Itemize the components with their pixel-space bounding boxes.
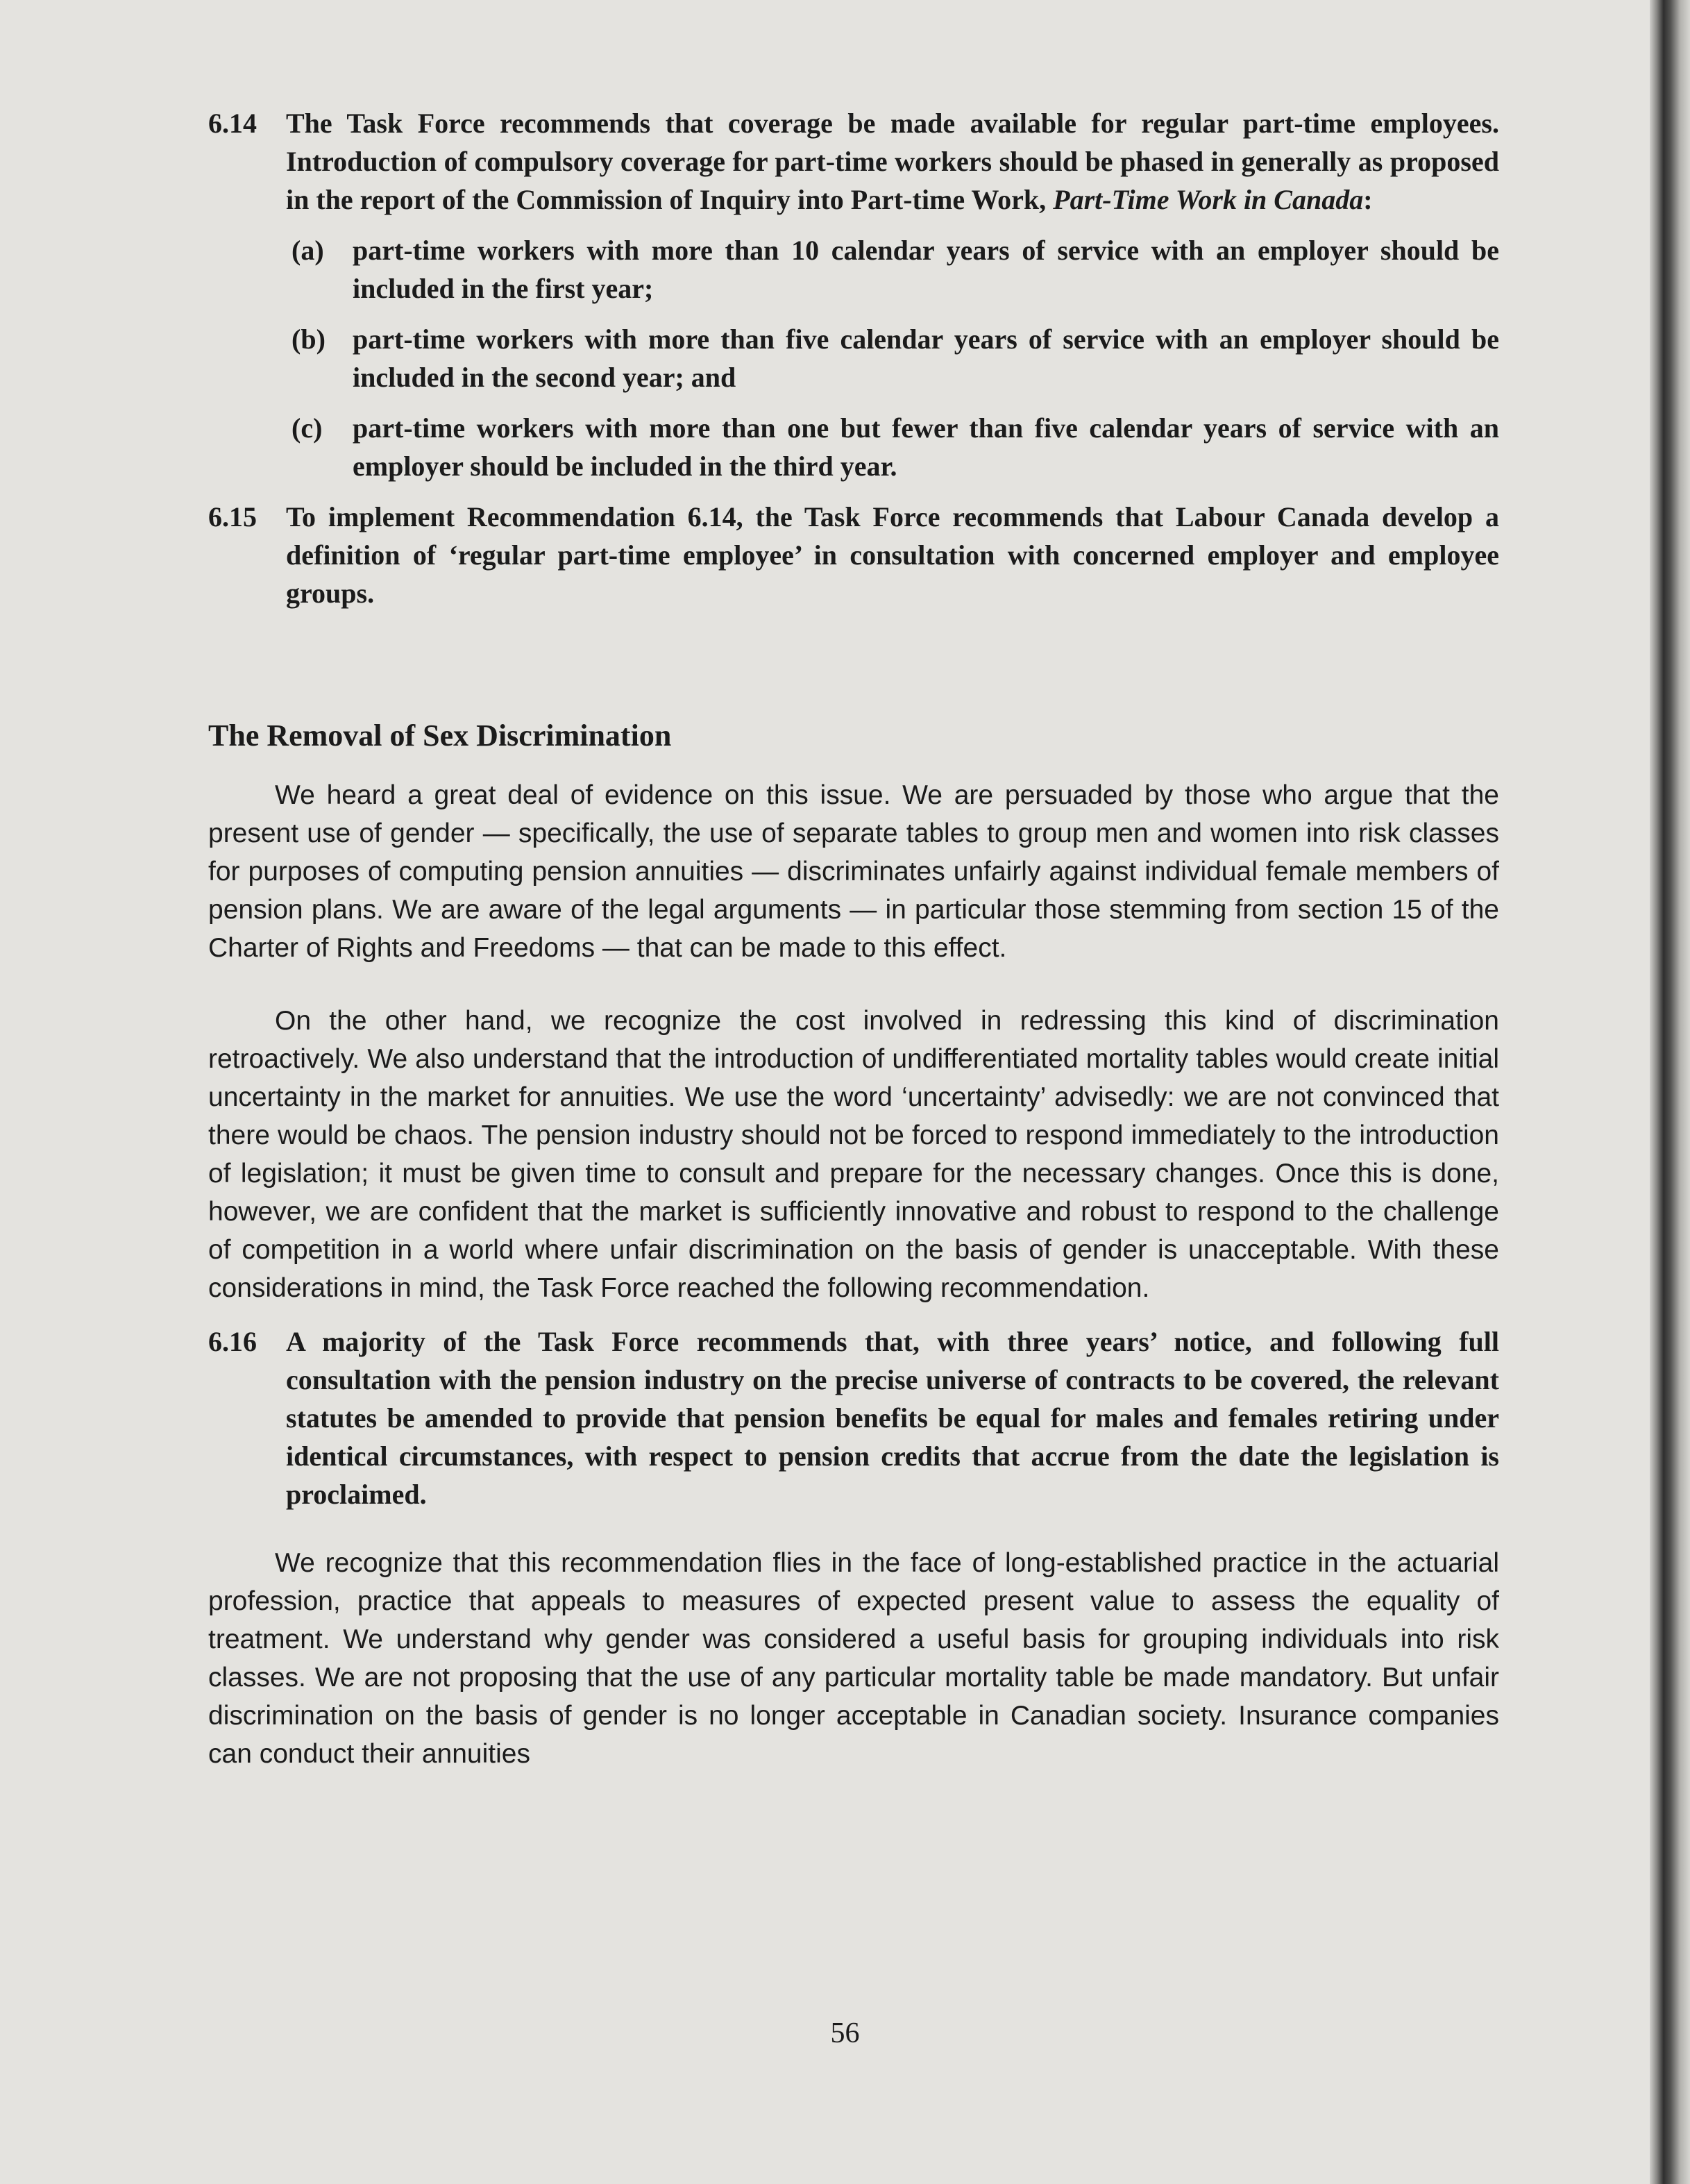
recommendation-6-16	[208, 1322, 1499, 1513]
page-number: 56	[830, 2017, 860, 2049]
section-heading: The Removal of Sex Discrimination	[208, 719, 672, 753]
recommendation-intro: The Task Force recommends that coverage be made available for regular part-time employees. Introduction of compulsory coverage for part-time workers should be phased in generally as proposed in the report of the Commission of Inquiry into Part-time Work,	[286, 108, 1499, 215]
recommendation-text: A majority of the Task Force recommends that, with three years’ notice, and following full consultation with the pension industry on the precise universe of contracts to be covered, the relevant statutes be amended to provide that pension benefits be equal for males and females retiring under identical circumstances, with respect to pension credits that accrue from the date the legislation is proclaimed.	[286, 1326, 1499, 1510]
sub-item-text: part-time workers with more than five calendar years of service with an employer should be included in the second year; and	[353, 324, 1499, 393]
sub-item-a	[286, 231, 1499, 308]
sub-item-c	[286, 409, 1499, 485]
sub-item-letter: (a)	[291, 235, 324, 266]
report-title: Part-Time Work in Canada	[1053, 184, 1364, 215]
body-paragraph-2: On the other hand, we recognize the cost involved in redressing this kind of discrimination retroactively. We also understand that the introduction of undifferentiated mortality tables would create initial uncertainty in the market for annuities. We use the word ‘uncertainty’ advisedly: we are not convinced that there would be chaos. The pension industry should not be forced to respond immediately to the introduction of legislation; it must be given time to consult and prepare for the necessary changes. Once this is done, however, we are confident that the market is sufficiently innovative and robust to respond to the challenge of competition in a world where unfair discrimination on the basis of gender is unacceptable. With these considerations in mind, the Task Force reached the following recommendation.	[208, 1006, 1499, 1303]
recommendation-number: 6.15	[208, 501, 257, 532]
recommendation-text	[286, 104, 1499, 219]
recommendation-6-15	[208, 498, 1499, 612]
recommendation-sub-list	[286, 231, 1499, 485]
recommendation-intro-end: :	[1363, 184, 1373, 215]
recommendation-number: 6.14	[208, 108, 257, 139]
recommendation-text: To implement Recommendation 6.14, the Task Force recommends that Labour Canada develop a definition of ‘regular part-time employee’ in consultation with concerned employer and employee groups.	[286, 501, 1499, 609]
sub-item-b	[286, 320, 1499, 396]
body-paragraph-1: We heard a great deal of evidence on this issue. We are persuaded by those who argue that the present use of gender — specifically, the use of separate tables to group men and women into risk classes for purposes of computing pension annuities — discriminates unfairly against individual female members of pension plans. We are aware of the legal arguments — in particular those stemming from section 15 of the Charter of Rights and Freedoms — that can be made to this effect.	[208, 780, 1499, 963]
body-paragraph-3: We recognize that this recommendation flies in the face of long-established practice in the actuarial profession, practice that appeals to measures of expected present value to assess the equality of treatment. We understand why gender was considered a useful basis for grouping individuals into risk classes. We are not proposing that the use of any particular mortality table be made mandatory. But unfair discrimination on the basis of gender is no longer acceptable in Canadian society. Insurance companies can conduct their annuities	[208, 1548, 1499, 1769]
recommendation-6-14	[208, 104, 1499, 485]
sub-item-letter: (b)	[291, 324, 326, 355]
sub-item-text: part-time workers with more than 10 calendar years of service with an employer should be included in the first year;	[353, 235, 1499, 304]
page-binding-edge	[1650, 0, 1690, 2184]
recommendation-number: 6.16	[208, 1326, 257, 1357]
sub-item-letter: (c)	[291, 412, 323, 444]
sub-item-text: part-time workers with more than one but fewer than five calendar years of service with an employer should be included in the third year.	[353, 412, 1499, 482]
page-content	[208, 104, 1499, 1808]
